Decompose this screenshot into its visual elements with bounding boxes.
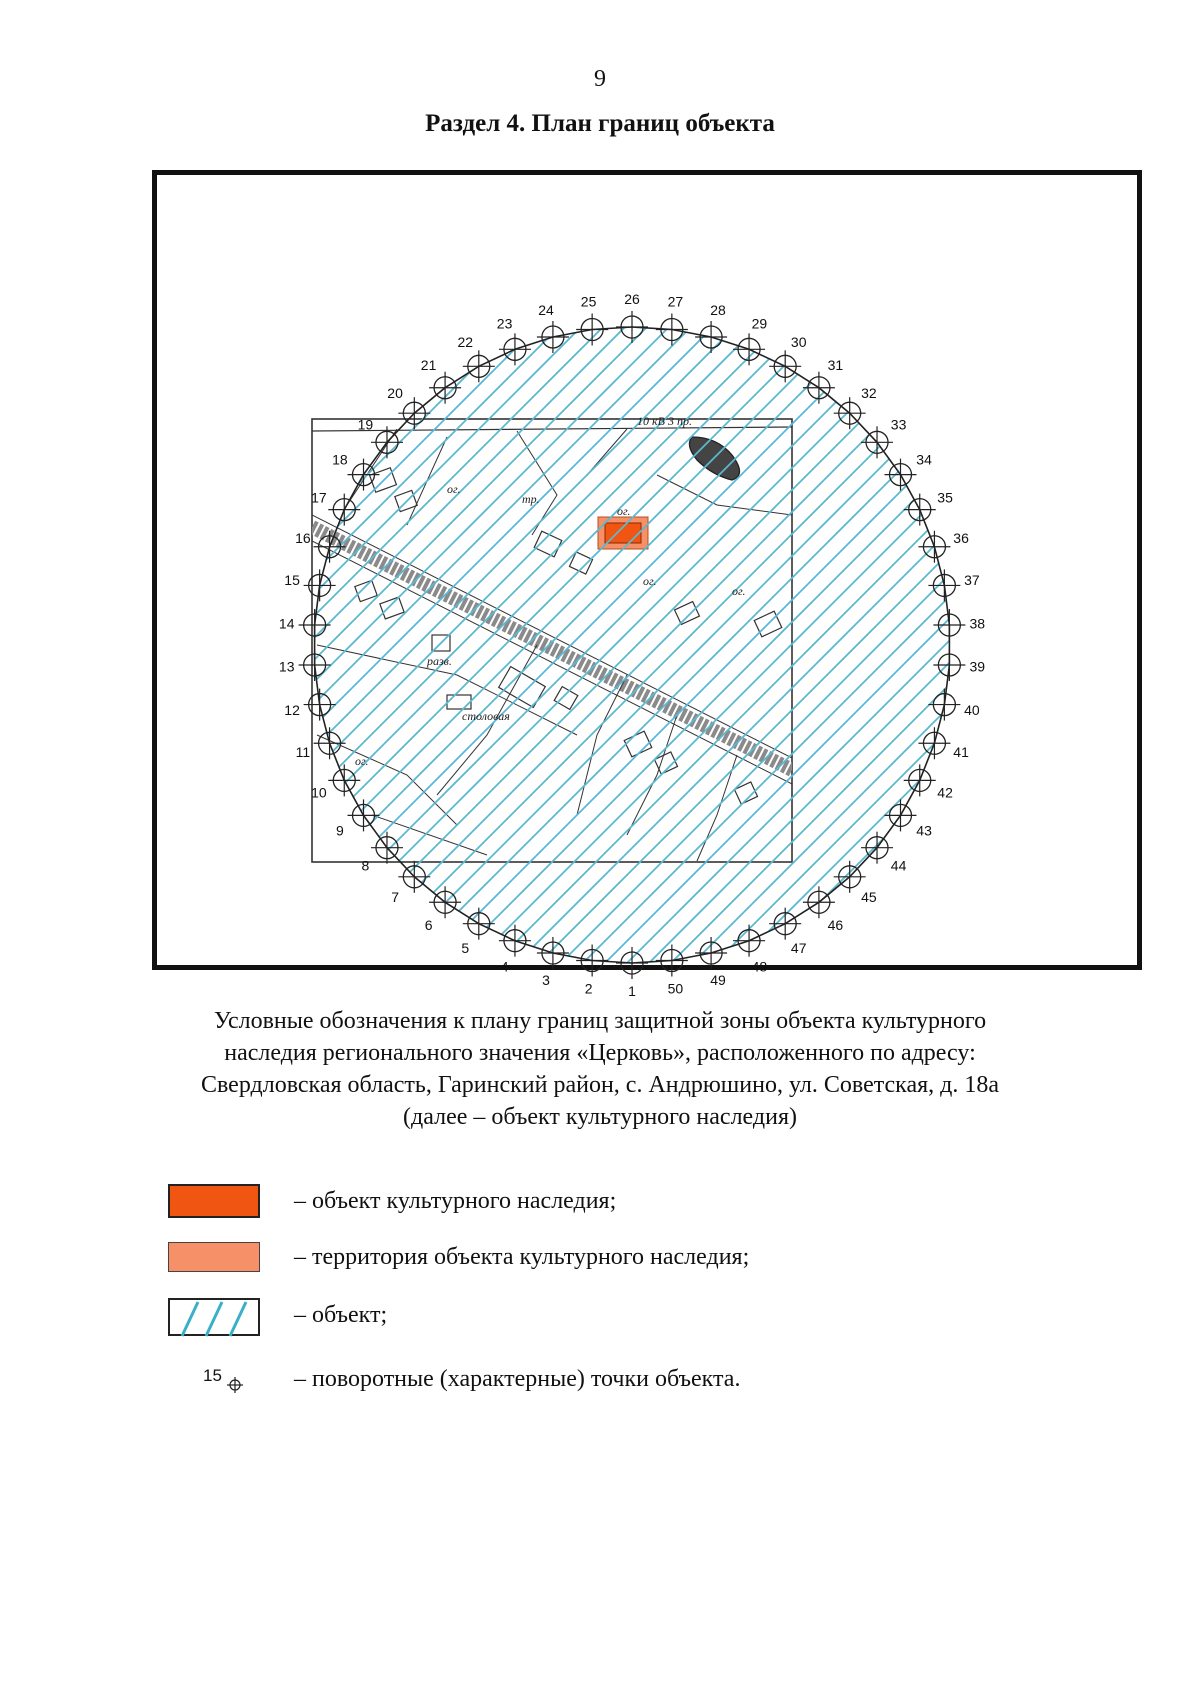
hatch-line	[395, 175, 1195, 975]
hatch-line	[0, 175, 601, 975]
legend-heading-line: Свердловская область, Гаринский район, с. Андрюшино, ул. Советская, д. 18а	[200, 1072, 1000, 1098]
legend-label: – объект;	[294, 1302, 388, 1328]
turning-point-number: 43	[916, 822, 932, 839]
turning-point	[733, 925, 767, 975]
hatch-line	[0, 175, 777, 975]
legend-item-object	[168, 1184, 1068, 1224]
hatch-line	[65, 175, 865, 975]
hatch-line	[131, 175, 931, 975]
legend-item-points	[168, 1362, 1068, 1402]
turning-point	[928, 569, 980, 601]
turning-point-number: 23	[496, 315, 513, 332]
turning-point-number: 19	[357, 416, 374, 433]
turning-point	[834, 861, 877, 905]
hatch-line	[857, 175, 1200, 975]
turning-point	[933, 649, 985, 681]
turning-point-number: 12	[284, 701, 300, 718]
hatch-line	[1165, 175, 1200, 975]
turning-point-number: 22	[457, 333, 474, 350]
turning-point-number: 27	[667, 293, 684, 310]
turning-point	[656, 294, 688, 346]
hatch-line	[1077, 175, 1200, 975]
turning-point-number: 32	[861, 384, 877, 401]
turning-point-number: 49	[710, 972, 726, 989]
turning-point-number: 3	[542, 972, 550, 989]
legend-heading-line: Условные обозначения к плану границ защитной зоны объекта культурного	[213, 1008, 987, 1034]
turning-point-number: 38	[969, 615, 986, 632]
turning-point-number: 46	[827, 916, 844, 933]
legend-item-zone	[168, 1298, 1068, 1338]
turning-point	[928, 689, 980, 721]
power-line-label: 10 кВ 3 пр.	[637, 414, 692, 428]
turning-point-number: 17	[311, 489, 327, 506]
hatch-line	[351, 175, 1151, 975]
turning-point	[279, 649, 331, 681]
turning-point-number: 44	[890, 857, 907, 874]
turning-point	[695, 302, 727, 353]
turning-point-number: 13	[278, 658, 295, 675]
razv-label: разв.	[427, 654, 452, 668]
turning-point	[576, 294, 608, 346]
turning-point-number: 10	[311, 784, 327, 801]
hatch-line	[329, 175, 1129, 975]
turning-point-number: 4	[500, 958, 509, 975]
turning-point-number: 14	[278, 615, 295, 632]
turning-point-number: 39	[969, 658, 986, 675]
hatch-line	[1121, 175, 1200, 975]
turning-point-number: 8	[361, 857, 370, 874]
turning-point	[803, 886, 843, 933]
turning-point	[918, 727, 969, 760]
hatch-line	[461, 175, 1200, 975]
hatch-line	[1099, 175, 1200, 975]
turning-point	[733, 315, 767, 365]
turning-point-sample-number: 15	[203, 1366, 222, 1385]
turning-point	[884, 799, 932, 838]
turning-point	[616, 947, 648, 999]
hatch-line	[109, 175, 909, 975]
turning-point-number: 37	[964, 572, 980, 589]
turning-point-number: 30	[790, 333, 807, 350]
hatch-line	[989, 175, 1200, 975]
hatch-line	[769, 175, 1200, 975]
turning-point-number: 42	[937, 784, 953, 801]
turning-point-number: 28	[710, 301, 726, 318]
main-road	[312, 527, 802, 775]
turning-point-number: 36	[953, 530, 969, 547]
legend-heading	[100, 1005, 1100, 1133]
turning-point-number: 48	[751, 958, 768, 975]
turning-point	[284, 569, 335, 601]
hatch-line	[21, 175, 821, 975]
hatch-line	[615, 175, 1200, 975]
turning-point-number: 24	[538, 301, 554, 318]
hatch-line	[967, 175, 1200, 975]
tr-label: тр.	[522, 492, 540, 506]
turning-point-number: 6	[424, 916, 433, 933]
turning-point	[884, 452, 932, 491]
turning-point-sample	[168, 1362, 260, 1398]
turning-point-number: 34	[916, 451, 932, 468]
turning-point	[279, 609, 331, 641]
turning-point-number: 11	[295, 743, 311, 760]
turning-point	[803, 357, 843, 404]
turning-point-number: 33	[890, 416, 907, 433]
hatch-line	[835, 175, 1200, 975]
og-label: ог.	[643, 574, 657, 588]
hatch-line	[307, 175, 1107, 975]
legend-heading-line: (далее – объект культурного наследия)	[403, 1104, 797, 1130]
og-label: ог.	[355, 754, 369, 768]
hatch-line	[703, 175, 1200, 975]
hatch-line	[1143, 175, 1200, 975]
hatch-line	[0, 175, 733, 975]
turning-point	[695, 937, 727, 988]
turning-point-number: 41	[953, 743, 969, 760]
og-label: ог.	[617, 504, 631, 518]
turning-point-number: 15	[284, 572, 300, 589]
legend-label: – объект культурного наследия;	[294, 1188, 617, 1214]
legend-item-territory	[168, 1240, 1068, 1280]
section-title: Раздел 4. План границ объекта	[425, 110, 775, 137]
turning-point-number: 9	[336, 822, 344, 839]
page-number: 9	[594, 66, 606, 92]
hatch-line	[659, 175, 1200, 975]
hatch-line	[0, 175, 557, 975]
legend-heading-line: наследия регионального значения «Церковь», расположенного по адресу:	[224, 1040, 976, 1066]
turning-point-number: 7	[391, 889, 399, 906]
heritage-territory-swatch	[168, 1242, 260, 1272]
turning-point-number: 50	[667, 980, 684, 997]
hatch-line	[945, 175, 1200, 975]
turning-point	[834, 385, 877, 429]
turning-point-number: 16	[295, 530, 311, 547]
turning-point	[362, 832, 403, 874]
turning-point-number: 25	[580, 293, 597, 310]
turning-point-icon	[226, 1376, 244, 1394]
turning-point-number: 21	[420, 357, 437, 374]
map-canvas	[157, 175, 1137, 999]
turning-point	[933, 609, 985, 641]
turning-point	[421, 357, 461, 404]
hatch-line	[505, 175, 1200, 975]
turning-point	[769, 908, 806, 957]
hatch-line	[1187, 175, 1200, 975]
turning-point-number: 1	[628, 983, 636, 999]
zone-hatching	[0, 175, 1200, 975]
turning-point-number: 35	[937, 489, 953, 506]
street	[317, 429, 792, 861]
hatch-line	[43, 175, 843, 975]
hatch-line	[373, 175, 1173, 975]
turning-point-number: 26	[624, 291, 640, 307]
turning-point	[497, 315, 531, 365]
turning-point-number: 45	[861, 889, 877, 906]
hatch-line	[637, 175, 1200, 975]
turning-point	[537, 937, 569, 988]
hatch-line	[791, 175, 1200, 975]
turning-point	[918, 530, 969, 563]
turning-point	[284, 689, 335, 721]
turning-point	[391, 861, 430, 905]
hatch-line	[219, 175, 1019, 975]
turning-point-number: 5	[461, 940, 470, 957]
turning-point-number: 18	[332, 451, 348, 468]
turning-point-number: 40	[964, 701, 980, 718]
hatch-line	[1011, 175, 1200, 975]
turning-point-number: 20	[387, 384, 403, 401]
turning-point-number: 29	[751, 315, 768, 332]
hatch-line	[153, 175, 953, 975]
og-label: ог.	[447, 482, 461, 496]
turning-point-number: 47	[790, 940, 807, 957]
boundary-map	[152, 170, 1142, 999]
turning-point-number: 2	[584, 980, 593, 997]
hatch-line	[241, 175, 1041, 975]
hatch-swatch-pattern	[170, 1300, 262, 1338]
hatch-line	[417, 175, 1200, 975]
hatch-line	[1033, 175, 1200, 975]
turning-point	[387, 385, 430, 429]
hatch-swatch	[168, 1298, 260, 1336]
legend-label: – территория объекта культурного наследия;	[294, 1244, 750, 1270]
legend-label: – поворотные (характерные) точки объекта.	[294, 1366, 741, 1392]
turning-point	[296, 727, 346, 760]
turning-point	[616, 291, 648, 343]
turning-point-number: 31	[827, 357, 844, 374]
hatch-line	[1055, 175, 1200, 975]
stolovaya-label: столовая	[462, 709, 510, 723]
og-label: ог.	[732, 584, 746, 598]
turning-point	[576, 944, 608, 996]
heritage-object-swatch	[168, 1184, 260, 1218]
